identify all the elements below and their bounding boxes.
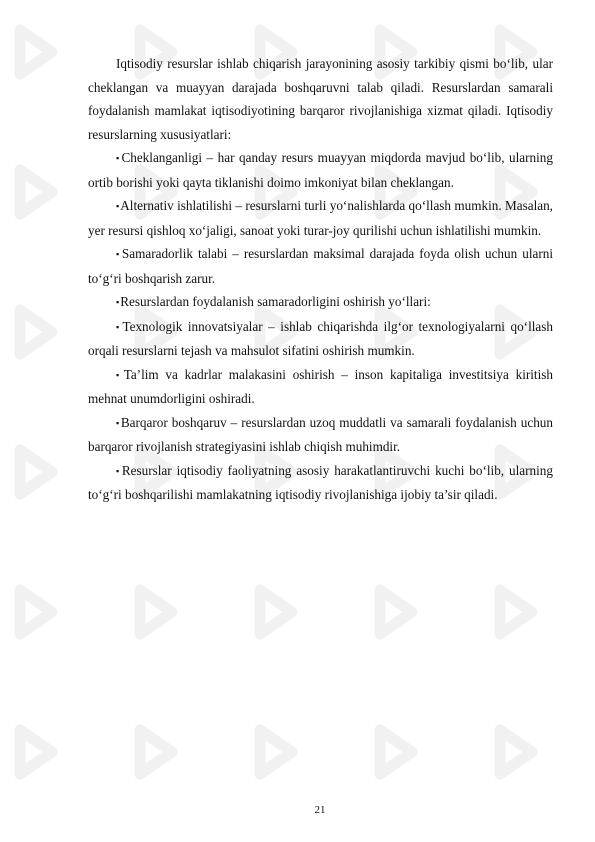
document-body: [88, 52, 553, 507]
bullet-square-icon: ▪: [116, 369, 123, 380]
list-item-text: Resurslardan foydalanish samaradorligini oshirish yo‘llari:: [120, 294, 431, 309]
list-item-text: Alternativ ishlatilishi – resurslarni turli yo‘nalishlarda qo‘llash mumkin. Masalan, yer resursi qishloq xo‘jaligi, sanoat yoki turar-joy qurilishi uchun ishlatilishi mumkin.: [88, 198, 553, 238]
list-item-text: Texnologik innovatsiyalar – ishlab chiqarishda ilg‘or texnologiyalarni qo‘llash orqali resurslarni tejash va mahsulot sifatini oshirish mumkin.: [88, 318, 553, 358]
list-item-text: Samaradorlik talabi – resurslardan maksimal darajada foyda olish uchun ularni to‘g‘ri boshqarish zarur.: [88, 246, 553, 286]
bullet-square-icon: ▪: [116, 153, 121, 163]
list-item: [88, 242, 553, 290]
list-item-text: Barqaror boshqaruv – resurslardan uzoq muddatli va samarali foydalanish uchun barqaror rivojlanish strategiyasini ishlab chiqish muhimdir.: [88, 414, 553, 454]
bullet-square-icon: ▪: [116, 249, 121, 259]
bullet-square-icon: ▪: [116, 321, 122, 332]
list-item: [88, 315, 553, 363]
list-item-text: Cheklanganligi – har qanday resurs muayyan miqdorda mavjud bo‘lib, ularning ortib borishi yoki qayta tiklanishi doimo imkoniyat bilan cheklangan.: [88, 150, 553, 190]
list-item: [88, 146, 553, 194]
list-item: [88, 363, 553, 411]
list-item: [88, 411, 553, 459]
list-item-text: Ta’lim va kadrlar malakasini oshirish – inson kapitaliga investitsiya kiritish mehnat unumdorligini oshiradi.: [88, 366, 553, 406]
list-item: [88, 459, 553, 507]
list-item-text: Resurslar iqtisodiy faoliyatning asosiy harakatlantiruvchi kuchi bo‘lib, ularning to‘g‘ri boshqarilishi mamlakatning iqtisodiy rivojlanishiga ijobiy ta’sir qiladi.: [88, 462, 553, 502]
list-item: [88, 290, 553, 315]
bullet-square-icon: ▪: [116, 417, 120, 428]
list-item: [88, 194, 553, 242]
intro-paragraph: Iqtisodiy resurslar ishlab chiqarish jarayonining asosiy tarkibiy qismi bo‘lib, ular cheklangan va muayyan darajada boshqaruvni talab qiladi. Resurslardan samarali foydalanish mamlakat iqtisodiyotining barqaror rivojlanishiga xizmat qiladi. Iqtisodiy resurslarning xususiyatlari:: [88, 56, 553, 142]
bullet-square-icon: ▪: [116, 465, 121, 476]
page-number: 21: [314, 804, 326, 816]
bullet-square-icon: ▪: [116, 297, 120, 307]
bullet-square-icon: ▪: [116, 201, 120, 211]
